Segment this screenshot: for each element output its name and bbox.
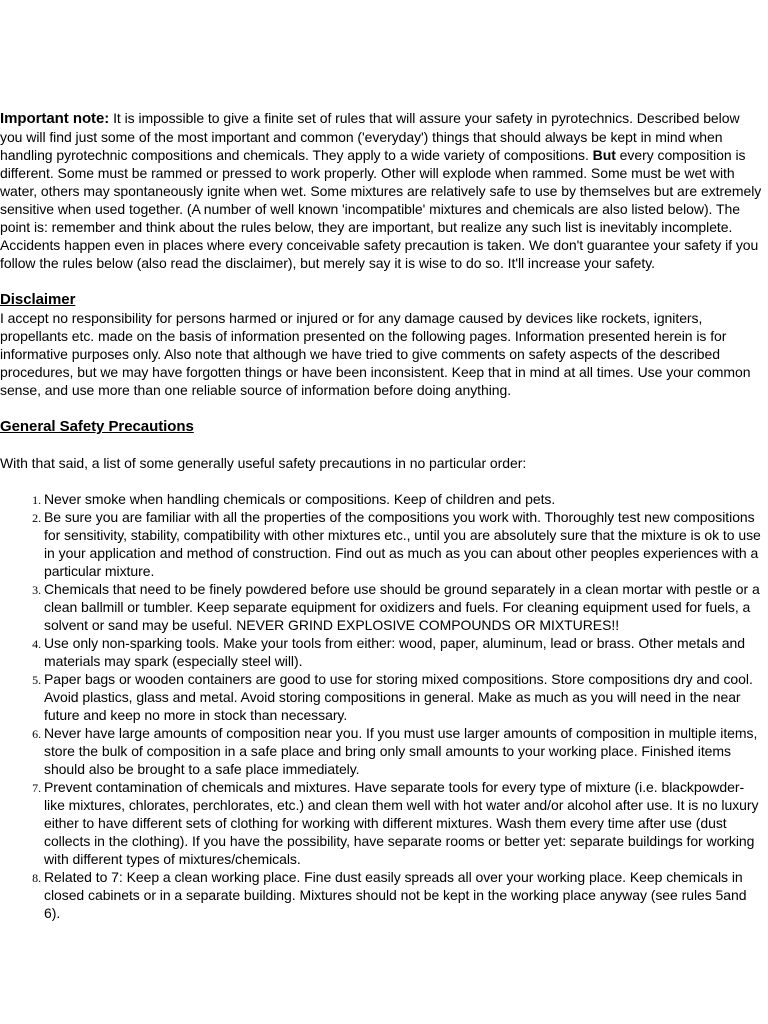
important-note-text-2: every composition is different. Some must be rammed or pressed to work properly. Other will explode when rammed. Some must be wet with water, others may spontaneously ignite when wet. Some mixtures are relatively safe to use by themselves but are extremely sensitive when used together. (A number of well known 'incompatible' mixtures and chemicals are also listed below). The point is: remember and think about the rules below, they are important, but realize any such list is inevitably incomplete. Accidents happen even in places where every conceivable safety precaution is taken. We don't guarantee your safety if you follow the rules below (also read the disclaimer), but merely say it is wise to do so. It'll increase your safety. bbox=[0, 147, 762, 271]
precautions-heading: General Safety Precautions bbox=[0, 418, 194, 435]
list-item: 5. Paper bags or wooden containers are good to use for storing mixed compositions. Store compositions dry and cool. Avoid plastics, glass and metal. Avoid storing compositions in general. Make as much as you will need in the near future and keep no more in stock than necessary. bbox=[44, 670, 764, 724]
important-note-label: Important note: bbox=[0, 110, 110, 127]
important-note-text-1: It is impossible to give a finite set of rules that will assure your safety in pyrotechnics. Described below you will find just some of the most important and common ('everyday') things that should always be kept in mind when handling pyrotechnic compositions and chemicals. They apply to a wide variety of compositions. bbox=[0, 110, 740, 163]
list-item: 8. Related to 7: Keep a clean working place. Fine dust easily spreads all over your working place. Keep chemicals in closed cabinets or in a separate building. Mixtures should not be kept in the working place anyway (see rules 5and 6). bbox=[44, 868, 764, 922]
disclaimer-section bbox=[0, 290, 764, 399]
list-item: 6. Never have large amounts of composition near you. If you must use larger amounts of composition in multiple items, store the bulk of composition in a safe place and bring only small amounts to your working place. Finished items should also be brought to a safe place immediately. bbox=[44, 724, 764, 778]
important-note-emphasis: But bbox=[592, 147, 616, 163]
disclaimer-text: I accept no responsibility for persons harmed or injured or for any damage caused by devices like rockets, igniters, propellants etc. made on the basis of information presented on the following pages. Information presented herein is for informative purposes only. Also note that although we have tried to give comments on safety aspects of the described procedures, but we may have forgotten things or have been inconsistent. Keep that in mind at all times. Use your common sense, and use more than one reliable source of information before doing anything. bbox=[0, 310, 751, 398]
list-item: 7. Prevent contamination of chemicals and mixtures. Have separate tools for every type of mixture (i.e. blackpowder-like mixtures, chlorates, perchlorates, etc.) and clean them well with hot water and/or alcohol after use. It is no luxury either to have different sets of clothing for working with different mixtures. Wash them every time after use (dust collects in the clothing). If you have the possibility, have separate rooms or better yet: separate buildings for working with different types of mixtures/chemicals. bbox=[44, 778, 764, 868]
document-page bbox=[0, 109, 764, 922]
list-item: 3. Chemicals that need to be finely powdered before use should be ground separately in a clean mortar with pestle or a clean ballmill or tumbler. Keep separate equipment for oxidizers and fuels. For cleaning equipment used for fuels, a solvent or sand may be useful. NEVER GRIND EXPLOSIVE COMPOUNDS OR MIXTURES!! bbox=[44, 580, 764, 634]
list-item: 1. Never smoke when handling chemicals or compositions. Keep of children and pets. bbox=[44, 490, 764, 508]
list-item: 4. Use only non-sparking tools. Make your tools from either: wood, paper, aluminum, lead or brass. Other metals and materials may spark (especially steel will). bbox=[44, 634, 764, 670]
list-item: 2. Be sure you are familiar with all the properties of the compositions you work with. Thoroughly test new compositions for sensitivity, stability, compatibility with other mixtures etc., until you are absolutely sure that the mixture is ok to use in your application and method of construction. Find out as much as you can about other peoples experiences with a particular mixture. bbox=[44, 508, 764, 580]
precautions-heading-block bbox=[0, 417, 764, 436]
precautions-intro: With that said, a list of some generally useful safety precautions in no particular order: bbox=[0, 455, 527, 471]
important-note-paragraph bbox=[0, 109, 764, 272]
precautions-list bbox=[0, 490, 764, 922]
disclaimer-heading: Disclaimer bbox=[0, 291, 76, 308]
